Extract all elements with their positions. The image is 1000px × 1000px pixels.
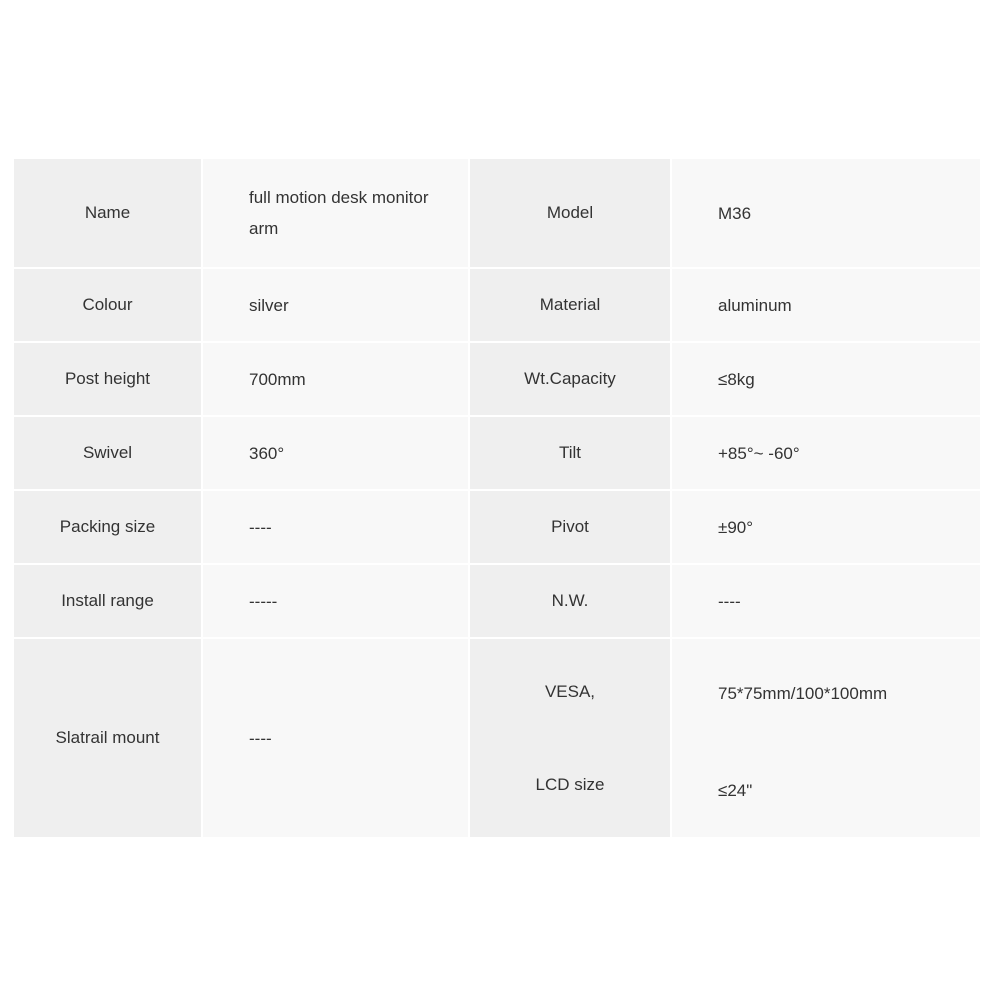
table-row xyxy=(13,342,981,416)
spec-value-text: ----- xyxy=(249,591,278,611)
spec-value xyxy=(671,342,981,416)
spec-value-text: silver xyxy=(249,295,289,315)
spec-value-text: ±90° xyxy=(718,517,754,537)
spec-label: Model xyxy=(469,158,671,268)
spec-value xyxy=(671,268,981,342)
spec-label: Name xyxy=(13,158,202,268)
spec-value xyxy=(671,564,981,638)
spec-label: N.W. xyxy=(469,564,671,638)
spec-value-text: ---- xyxy=(718,591,741,611)
spec-value xyxy=(672,640,980,739)
spec-value-text: full motion desk monitor arm xyxy=(249,188,429,238)
spec-value xyxy=(672,739,980,836)
spec-value-text: +85°~ -60° xyxy=(718,443,800,463)
spec-value-text: 700mm xyxy=(249,369,306,389)
table-row xyxy=(13,490,981,564)
table-row xyxy=(13,416,981,490)
spec-label: Install range xyxy=(13,564,202,638)
spec-label: Packing size xyxy=(13,490,202,564)
spec-label: Material xyxy=(469,268,671,342)
spec-value xyxy=(671,416,981,490)
spec-value xyxy=(202,416,469,490)
spec-label-group xyxy=(469,638,671,838)
spec-value-text: ---- xyxy=(249,517,272,537)
spec-label-stack xyxy=(470,640,670,836)
spec-value xyxy=(202,490,469,564)
table-row xyxy=(13,564,981,638)
table-row xyxy=(13,638,981,838)
spec-value xyxy=(202,638,469,838)
spec-value-text: ≤24" xyxy=(718,781,753,800)
spec-value-text: aluminum xyxy=(718,295,792,315)
spec-value xyxy=(202,564,469,638)
spec-value-text: 75*75mm/100*100mm xyxy=(718,684,888,703)
spec-value xyxy=(202,342,469,416)
spec-value-text: M36 xyxy=(718,203,752,223)
spec-label: VESA, xyxy=(544,682,596,701)
spec-value xyxy=(671,490,981,564)
spec-label: Slatrail mount xyxy=(13,638,202,838)
spec-table xyxy=(12,157,982,839)
table-row xyxy=(13,158,981,268)
spec-value xyxy=(202,268,469,342)
spec-label: Wt.Capacity xyxy=(469,342,671,416)
spec-label: LCD size xyxy=(535,775,605,794)
spec-label: Tilt xyxy=(469,416,671,490)
spec-label: Post height xyxy=(13,342,202,416)
spec-value-text: ≤8kg xyxy=(718,369,755,389)
spec-value-text: 360° xyxy=(249,443,285,463)
spec-label: Swivel xyxy=(13,416,202,490)
table-row xyxy=(13,268,981,342)
spec-label: Pivot xyxy=(469,490,671,564)
spec-label: Colour xyxy=(13,268,202,342)
spec-value-text: ---- xyxy=(249,728,272,748)
spec-value-stack xyxy=(672,640,980,836)
spec-value xyxy=(202,158,469,268)
spec-value xyxy=(671,158,981,268)
spec-value-group xyxy=(671,638,981,838)
